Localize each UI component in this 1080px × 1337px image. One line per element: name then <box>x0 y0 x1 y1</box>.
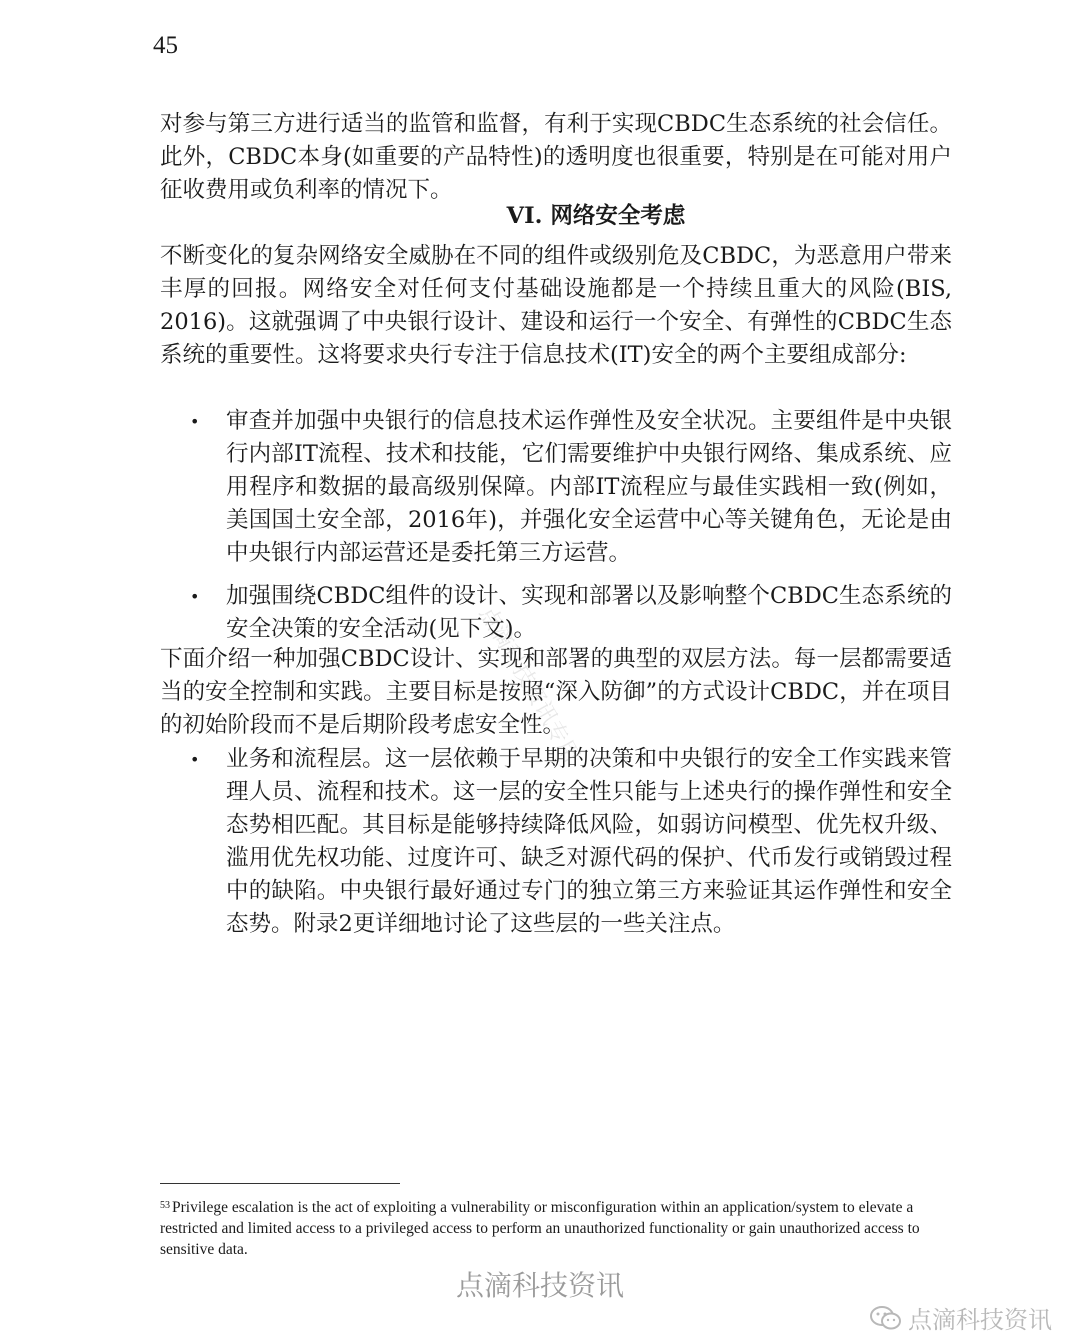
paragraph-2: 不断变化的复杂网络安全威胁在不同的组件或级别危及CBDC，为恶意用户带来丰厚的回报。网络安全对任何支付基础设施都是一个持续且重大的风险(BIS, 2016)。这就强调了中央银行设计、建设和运行一个安全、有弹性的CBDC生态系统的重要性。这将要求央行专注于信息技术(IT)安全的两个主要组成部分: <box>160 243 952 368</box>
faint-watermark: 点滴科技资讯专用 <box>474 602 584 768</box>
section-heading: VI. 网络安全考虑 <box>506 203 686 229</box>
bullet-icon: • <box>190 750 200 769</box>
bullet-icon: • <box>190 587 200 606</box>
paragraph-1: 对参与第三方进行适当的监管和监督，有利于实现CBDC生态系统的社会信任。此外，CBDC本身(如重要的产品特性)的透明度也很重要，特别是在可能对用户征收费用或负利率的情况下。 <box>160 111 952 203</box>
wechat-label: 点滴科技资讯 <box>908 1306 1052 1334</box>
footnote-text: Privilege escalation is the act of exploiting a vulnerability or misconfiguration within an application/system to elevate a restricted and limited access to a privileged access to perform an unauthorized functionality or gain unauthorized access to sensitive data. <box>160 1199 920 1258</box>
list-item-text: 业务和流程层。这一层依赖于早期的决策和中央银行的安全工作实践来管理人员、流程和技术。这一层的安全性只能与上述央行的操作弹性和安全态势相匹配。其目标是能够持续降低风险，如弱访问模型、优先权升级、滥用优先权功能、过度许可、缺乏对源代码的保护、代币发行或销毁过程中的缺陷。中央银行最好通过专门的独立第三方来验证其运作弹性和安全态势。附录2更详细地讨论了这些层的一些关注点。 <box>226 746 952 937</box>
bullet-list-1 <box>190 405 952 646</box>
list-item <box>190 743 952 941</box>
paragraph-3: 下面介绍一种加强CBDC设计、实现和部署的典型的双层方法。每一层都需要适当的安全控制和实践。主要目标是按照“深入防御”的方式设计CBDC，并在项目的初始阶段而不是后期阶段考虑安全性。 <box>160 646 952 738</box>
bullet-list-2 <box>190 743 952 941</box>
footnote-divider <box>160 1183 400 1184</box>
wechat-icon <box>870 1305 902 1331</box>
wechat-watermark <box>870 1300 1052 1335</box>
bullet-icon: • <box>190 412 200 431</box>
list-item <box>190 405 952 570</box>
footer-brand: 点滴科技资讯 <box>455 1269 624 1302</box>
footnote <box>160 1195 952 1260</box>
list-item-text: 加强围绕CBDC组件的设计、实现和部署以及影响整个CBDC生态系统的安全决策的安全活动(见下文)。 <box>226 583 952 642</box>
footnote-marker: 53 <box>160 1200 170 1211</box>
page-number: 45 <box>153 32 178 59</box>
list-item-text: 审查并加强中央银行的信息技术运作弹性及安全状况。主要组件是中央银行内部IT流程、技术和技能，它们需要维护中央银行网络、集成系统、应用程序和数据的最高级别保障。内部IT流程应与最佳实践相一致(例如，美国国土安全部，2016年)，并强化安全运营中心等关键角色，无论是由中央银行内部运营还是委托第三方运营。 <box>226 408 952 566</box>
list-item <box>190 580 952 646</box>
